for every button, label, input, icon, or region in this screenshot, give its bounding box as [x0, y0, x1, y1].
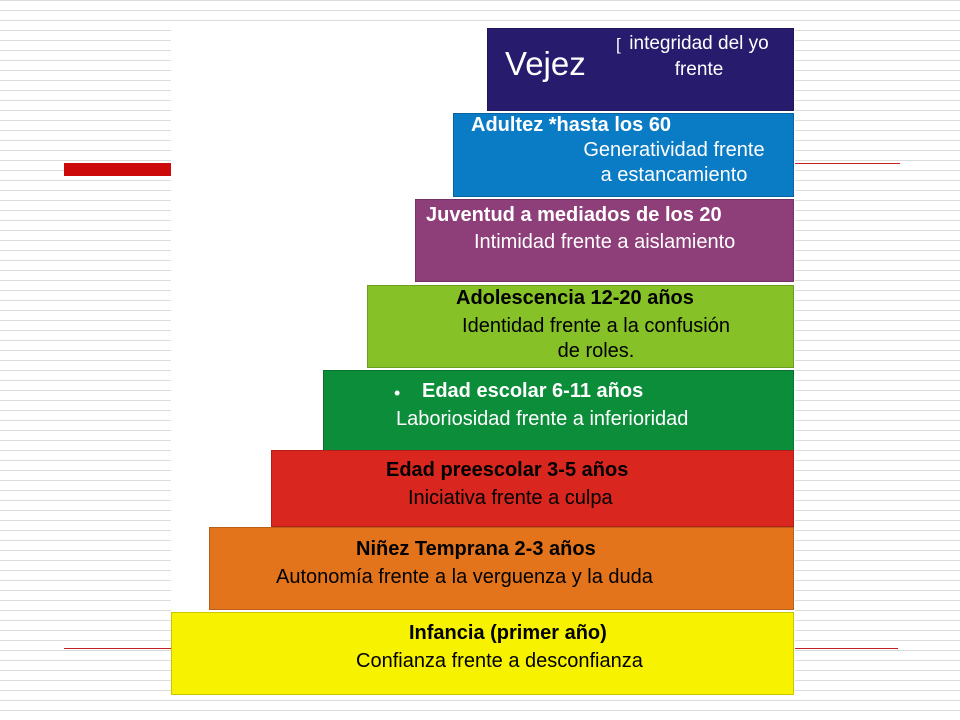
- stage-vejez: [487, 28, 794, 111]
- stage-edad-escolar-title: Edad escolar 6-11 años: [422, 380, 644, 402]
- stage-juventud-title: Juventud a mediados de los 20: [426, 204, 722, 226]
- stage-juventud-description: Intimidad frente a aislamiento: [474, 231, 736, 253]
- stage-vejez-title: Vejez: [505, 45, 586, 82]
- decorative-rule-top: [794, 163, 900, 164]
- stage-ninez-temprana: [209, 527, 794, 610]
- stage-vejez-bracket: [: [616, 35, 621, 54]
- decorative-rule-bottom-right: [794, 648, 898, 649]
- stage-edad-escolar-description: Laboriosidad frente a inferioridad: [396, 408, 689, 430]
- stage-adolescencia-description: Identidad frente a la confusión de roles.: [462, 315, 730, 362]
- stage-edad-preescolar-description: Iniciativa frente a culpa: [408, 487, 613, 509]
- stage-edad-escolar: [323, 370, 794, 453]
- stage-edad-escolar-bullet: •: [394, 383, 401, 403]
- stage-adultez-title: Adultez *hasta los 60: [471, 114, 672, 136]
- stage-adultez: [453, 113, 794, 197]
- stage-edad-preescolar-title: Edad preescolar 3-5 años: [386, 459, 629, 481]
- stage-adolescencia: [367, 285, 794, 368]
- stage-adultez-description: Generatividad frente a estancamiento: [583, 139, 765, 186]
- stage-juventud: [415, 199, 794, 282]
- decorative-red-bar: [64, 163, 172, 176]
- stage-adolescencia-title: Adolescencia 12-20 años: [456, 287, 694, 309]
- stage-edad-preescolar: [271, 450, 794, 527]
- decorative-rule-bottom-left: [64, 648, 172, 649]
- stage-vejez-description: integridad del yo frente: [629, 33, 769, 80]
- stage-infancia: [171, 612, 794, 695]
- stage-infancia-description: Confianza frente a desconfianza: [356, 650, 643, 672]
- stage-ninez-temprana-title: Niñez Temprana 2-3 años: [356, 538, 596, 560]
- stage-infancia-title: Infancia (primer año): [409, 622, 607, 644]
- stage-ninez-temprana-description: Autonomía frente a la verguenza y la duda: [276, 566, 653, 588]
